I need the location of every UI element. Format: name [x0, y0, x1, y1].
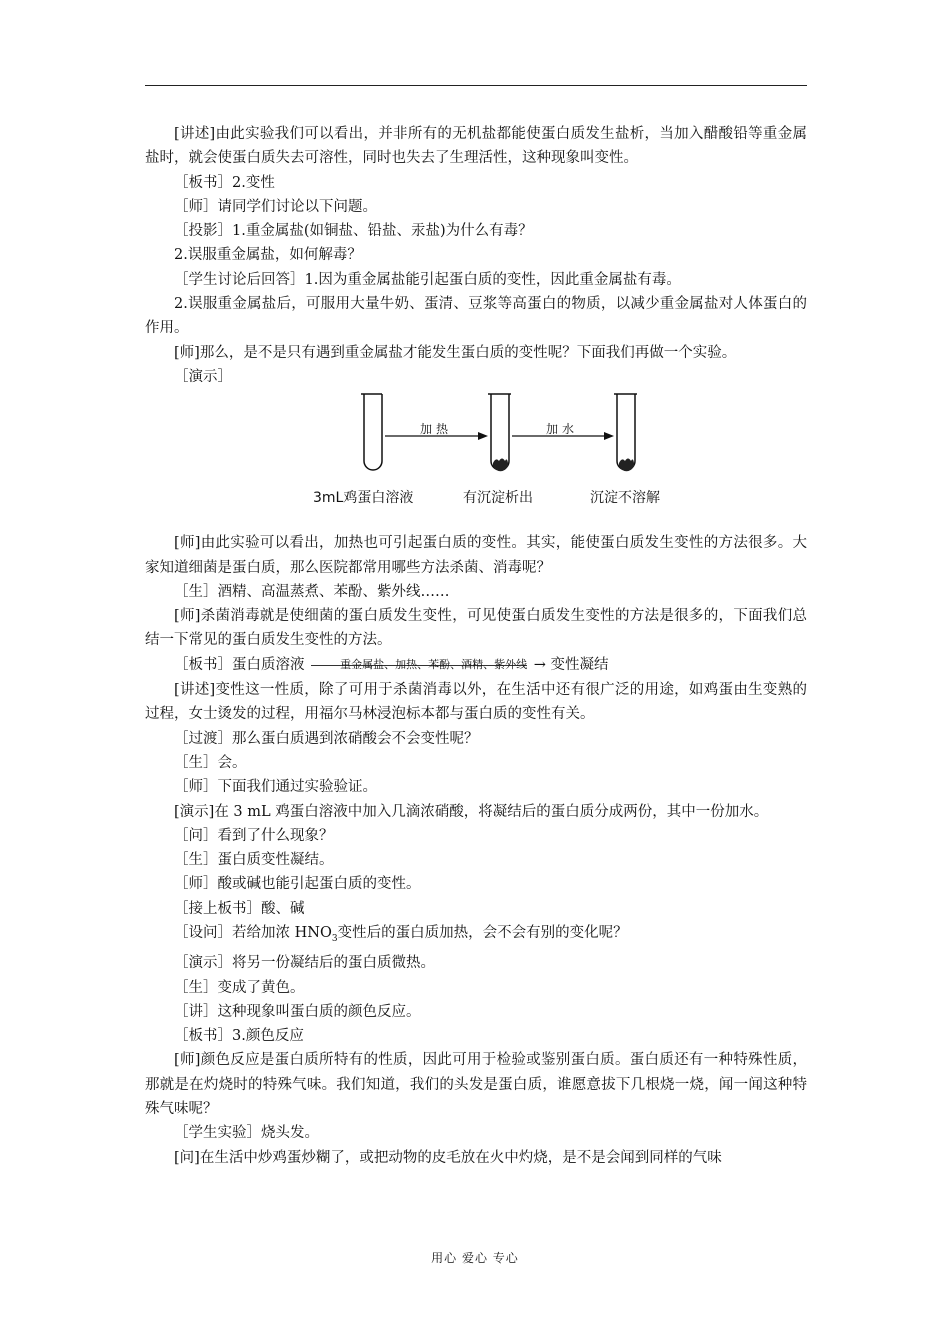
paragraph: ［讲］这种现象叫蛋白质的颜色反应。	[174, 1003, 421, 1020]
paragraph: [师]那么，是不是只有遇到重金属盐才能发生蛋白质的变性呢？下面我们再做一个实验。	[174, 344, 737, 361]
tube3-label: 沉淀不溶解	[590, 490, 660, 507]
test-tube-2	[488, 394, 511, 471]
experiment-figure	[145, 391, 807, 531]
reaction-condition: 重金属盐、加热、苯酚、酒精、紫外线	[311, 653, 527, 678]
reaction-arrow: →	[533, 656, 546, 673]
paragraph: ［生］酒精、高温蒸煮、苯酚、紫外线……	[174, 583, 450, 600]
paragraph: ［板书］2.变性	[174, 174, 275, 191]
paragraph: [演示]在 3 mL 鸡蛋白溶液中加入几滴浓硝酸，将凝结后的蛋白质分成两份，其中一份加水。	[174, 803, 769, 820]
board-reaction-line	[145, 653, 807, 678]
paragraph: ［投影］1.重金属盐(如铜盐、铅盐、汞盐)为什么有毒？	[174, 223, 533, 240]
paragraph: ［生］蛋白质变性凝结。	[174, 852, 334, 869]
test-tube-3	[614, 394, 637, 471]
header-rule	[145, 85, 807, 86]
paragraph: ［接上板书］酸、碱	[174, 900, 305, 917]
document-body	[145, 122, 807, 1170]
paragraph: ［师］下面我们通过实验验证。	[174, 779, 377, 796]
paragraph: 2.误服重金属盐后，可服用大量牛奶、蛋清、豆浆等高蛋白的物质，以减少重金属盐对人体蛋白的作用。	[145, 296, 807, 337]
paragraph: [师]颜色反应是蛋白质所特有的性质，因此可用于检验或鉴别蛋白质。蛋白质还有一种特殊性质，那就是在灼烧时的特殊气味。我们知道，我们的头发是蛋白质，谁愿意拔下几根烧一烧，闻一闻这种特殊气味呢？	[145, 1052, 807, 1117]
board-prefix: ［板书］蛋白质溶液	[174, 656, 305, 673]
paragraph: 2.误服重金属盐，如何解毒？	[174, 247, 362, 264]
paragraph: [问]在生活中炒鸡蛋炒糊了，或把动物的皮毛放在火中灼烧，是不是会闻到同样的气味	[174, 1149, 722, 1166]
paragraph: ［问］看到了什么现象？	[174, 827, 334, 844]
paragraph: ［师］酸或碱也能引起蛋白质的变性。	[174, 876, 421, 893]
tube2-label: 有沉淀析出	[463, 490, 533, 507]
hno3-question: ［设问］若给加浓 $HNO_3$变性后的蛋白质加热，会不会有别的变化呢？	[174, 925, 628, 944]
paragraph: ［演示］将另一份凝结后的蛋白质微热。	[174, 955, 435, 972]
paragraph: ［生］会。	[174, 754, 247, 771]
tube1-label: 3mL鸡蛋白溶液	[313, 490, 414, 507]
page-footer: 用心 爱心 专心	[431, 1251, 519, 1265]
paragraph: ［板书］3.颜色反应	[174, 1028, 304, 1045]
board-result: 变性凝结	[550, 656, 609, 673]
paragraph: ［演示］	[174, 368, 232, 385]
paragraph: ［学生实验］烧头发。	[174, 1125, 319, 1142]
paragraph: [讲述]变性这一性质，除了可用于杀菌消毒以外，在生活中还有很广泛的用途，如鸡蛋由生变熟的过程，女士烫发的过程，用福尔马林浸泡标本都与蛋白质的变性有关。	[145, 682, 807, 723]
paragraph: ［师］请同学们讨论以下问题。	[174, 198, 377, 215]
paragraph: ［过渡］那么蛋白质遇到浓硝酸会不会变性呢？	[174, 730, 479, 747]
paragraph: ［生］变成了黄色。	[174, 979, 305, 996]
paragraph: [师]杀菌消毒就是使细菌的蛋白质发生变性，可见使蛋白质发生变性的方法是很多的，下面我们总结一下常见的蛋白质发生变性的方法。	[145, 608, 807, 649]
paragraph: ［学生讨论后回答］1.因为重金属盐能引起蛋白质的变性，因此重金属盐有毒。	[174, 271, 681, 288]
paragraph: [师]由此实验可以看出，加热也可引起蛋白质的变性。其实，能使蛋白质发生变性的方法很多。大家知道细菌是蛋白质，那么医院都常用哪些方法杀菌、消毒呢？	[145, 535, 807, 576]
arrow-heat-label: 加热	[420, 422, 453, 437]
paragraph: [讲述]由此实验我们可以看出，并非所有的无机盐都能使蛋白质发生盐析，当加入醋酸铅等重金属盐时，就会使蛋白质失去可溶性，同时也失去了生理活性，这种现象叫变性。	[145, 126, 807, 167]
arrow-water-label: 加水	[546, 422, 579, 437]
test-tube-1	[361, 394, 382, 470]
